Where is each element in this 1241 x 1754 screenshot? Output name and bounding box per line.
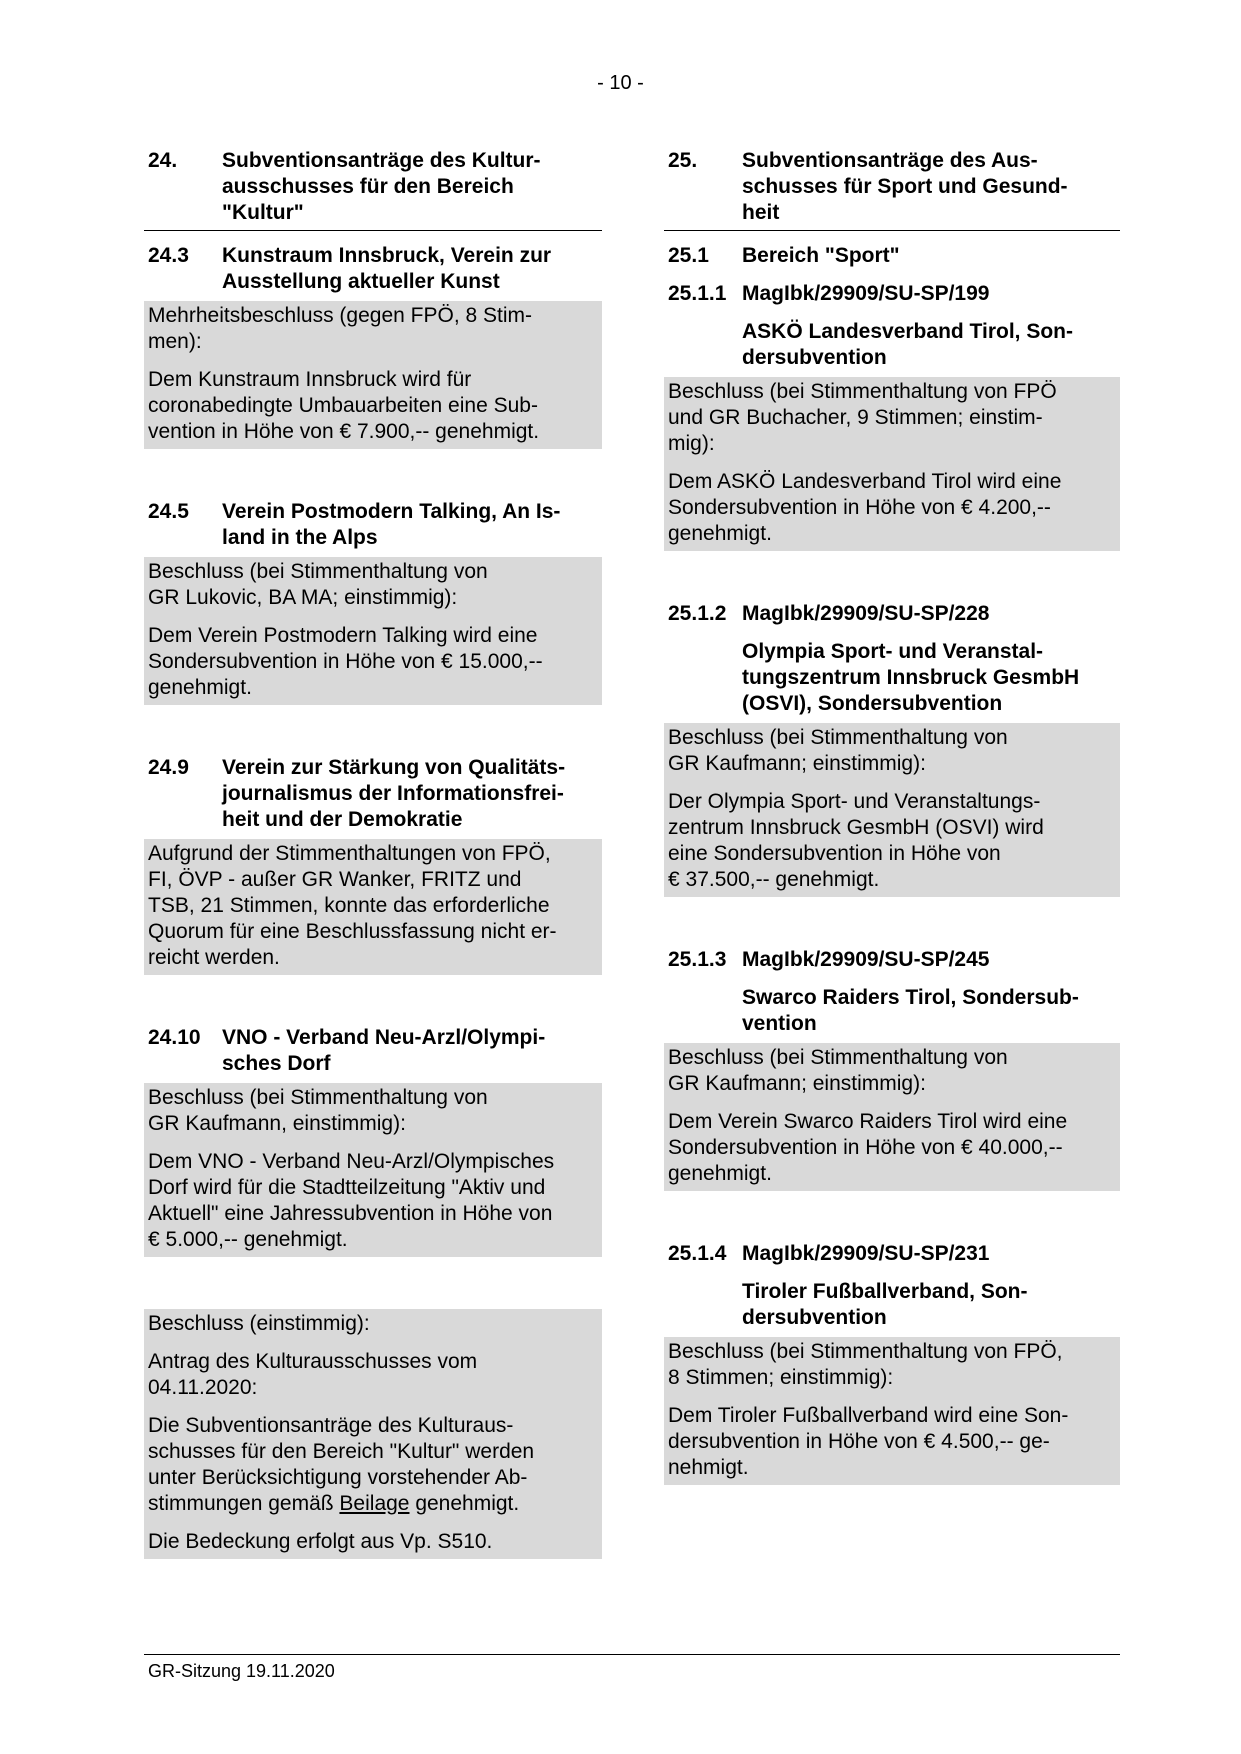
- body-text: Dem Tiroler Fußballverband wird eine Son- dersubvention in Höhe von € 4.500,-- ge- nehmigt.: [668, 1404, 1069, 1479]
- resolution-box-24-10: [144, 1083, 602, 1257]
- right-column: [664, 148, 1120, 1485]
- item-heading-24-9: [148, 755, 602, 833]
- item-heading-25-1-3: [668, 947, 1120, 973]
- item-code: MagIbk/29909/SU-SP/228: [742, 602, 990, 625]
- item-number: 25.1.4: [668, 1242, 727, 1265]
- item-number: 25.1.1: [668, 282, 727, 305]
- item-heading-24-10: [148, 1025, 602, 1077]
- body-text: Dem Verein Postmodern Talking wird eine Sondersubvention in Höhe von € 15.000,-- genehmigt.: [148, 624, 543, 699]
- resolution-box-25-1-1: [664, 377, 1120, 551]
- heading-text: Subventionsanträge des Kultur- ausschusses für den Bereich "Kultur": [222, 149, 541, 224]
- resolution-box-24-3: [144, 301, 602, 449]
- motion-text: Antrag des Kulturausschusses vom 04.11.2020:: [148, 1350, 478, 1399]
- resolution-box-25-1-4: [664, 1337, 1120, 1485]
- subsection-heading-25-1: [668, 243, 1120, 269]
- heading-number: 24.: [148, 149, 178, 172]
- item-title: Bereich "Sport": [742, 244, 900, 267]
- resolution-box-25-1-3: [664, 1043, 1120, 1191]
- item-number: 25.1.2: [668, 602, 727, 625]
- resolution-box-24-9: [144, 839, 602, 975]
- resolution-text: Beschluss (bei Stimmenthaltung von GR Kaufmann; einstimmig):: [668, 726, 1008, 775]
- item-number: 25.1: [668, 244, 709, 267]
- item-code: MagIbk/29909/SU-SP/245: [742, 948, 990, 971]
- body-text: Dem Kunstraum Innsbruck wird für coronabedingte Umbauarbeiten eine Sub- vention in Höhe von € 7.900,-- genehmigt.: [148, 368, 540, 443]
- resolution-text: Mehrheitsbeschluss (gegen FPÖ, 8 Stim- men):: [148, 304, 532, 353]
- body-text: Aufgrund der Stimmenthaltungen von FPÖ, FI, ÖVP - außer GR Wanker, FRITZ und TSB, 21 Stimmen, konnte das erforderliche Quorum für eine Beschlussfassung nicht er- reicht werden.: [148, 842, 557, 969]
- item-title: Verein Postmodern Talking, An Is- land in the Alps: [222, 500, 561, 549]
- left-column: [144, 148, 602, 1559]
- body-text: [148, 1413, 598, 1517]
- item-heading-25-1-4: [668, 1241, 1120, 1267]
- item-number: 24.5: [148, 500, 189, 523]
- body-text-part: genehmigt.: [409, 1492, 520, 1515]
- resolution-box-24-5: [144, 557, 602, 705]
- final-resolution-box: [144, 1309, 602, 1559]
- item-code: MagIbk/29909/SU-SP/199: [742, 282, 990, 305]
- footer-session-date: GR-Sitzung 19.11.2020: [148, 1661, 335, 1681]
- item-title: Tiroler Fußballverband, Son- dersubvention: [742, 1280, 1028, 1329]
- item-title: ASKÖ Landesverband Tirol, Son- dersubvention: [742, 320, 1073, 369]
- footer-divider: [144, 1654, 1120, 1655]
- section-heading-25: [664, 148, 1120, 231]
- item-title: Kunstraum Innsbruck, Verein zur Ausstellung aktueller Kunst: [222, 244, 552, 293]
- coverage-text: Die Bedeckung erfolgt aus Vp. S510.: [148, 1530, 493, 1553]
- resolution-box-25-1-2: [664, 723, 1120, 897]
- item-title: Verein zur Stärkung von Qualitäts- journalismus der Informationsfrei- heit und der Demokratie: [222, 756, 566, 831]
- resolution-text: Beschluss (einstimmig):: [148, 1312, 370, 1335]
- section-heading-24: [144, 148, 602, 231]
- item-heading-24-3: [148, 243, 602, 295]
- heading-text: Subventionsanträge des Aus- schusses für Sport und Gesund- heit: [742, 149, 1068, 224]
- item-heading-24-5: [148, 499, 602, 551]
- item-title: Swarco Raiders Tirol, Sondersub- vention: [742, 986, 1079, 1035]
- resolution-text: Beschluss (bei Stimmenthaltung von GR Kaufmann; einstimmig):: [668, 1046, 1008, 1095]
- item-number: 25.1.3: [668, 948, 727, 971]
- page-number: - 10 -: [597, 72, 644, 94]
- body-text: Dem VNO - Verband Neu-Arzl/Olympisches Dorf wird für die Stadtteilzeitung "Aktiv und Aktuell" eine Jahressubvention in Höhe von € 5.000,-- genehmigt.: [148, 1150, 555, 1251]
- beilage-link[interactable]: Beilage: [339, 1492, 410, 1515]
- item-heading-25-1-1: [668, 281, 1120, 307]
- item-title: VNO - Verband Neu-Arzl/Olympi- sches Dorf: [222, 1026, 546, 1075]
- resolution-text: Beschluss (bei Stimmenthaltung von GR Kaufmann, einstimmig):: [148, 1086, 488, 1135]
- body-text-part: Die Subventionsanträge des Kulturaus- schusses für den Bereich "Kultur" werden unter Berücksichtigung vorstehender Ab- stimmungen gemäß: [148, 1414, 535, 1515]
- item-heading-25-1-2: [668, 601, 1120, 627]
- item-number: 24.9: [148, 756, 189, 779]
- body-text: Dem ASKÖ Landesverband Tirol wird eine Sondersubvention in Höhe von € 4.200,-- genehmigt.: [668, 470, 1062, 545]
- item-title: Olympia Sport- und Veranstal- tungszentrum Innsbruck GesmbH (OSVI), Sondersubvention: [742, 640, 1080, 715]
- heading-number: 25.: [668, 149, 698, 172]
- resolution-text: Beschluss (bei Stimmenthaltung von FPÖ und GR Buchacher, 9 Stimmen; einstim- mig):: [668, 380, 1057, 455]
- body-text: Der Olympia Sport- und Veranstaltungs- zentrum Innsbruck GesmbH (OSVI) wird eine Sondersubvention in Höhe von € 37.500,-- genehmigt.: [668, 790, 1044, 891]
- resolution-text: Beschluss (bei Stimmenthaltung von FPÖ, 8 Stimmen; einstimmig):: [668, 1340, 1063, 1389]
- item-code: MagIbk/29909/SU-SP/231: [742, 1242, 990, 1265]
- item-number: 24.10: [148, 1026, 201, 1049]
- body-text: Dem Verein Swarco Raiders Tirol wird eine Sondersubvention in Höhe von € 40.000,-- genehmigt.: [668, 1110, 1068, 1185]
- item-number: 24.3: [148, 244, 189, 267]
- resolution-text: Beschluss (bei Stimmenthaltung von GR Lukovic, BA MA; einstimmig):: [148, 560, 488, 609]
